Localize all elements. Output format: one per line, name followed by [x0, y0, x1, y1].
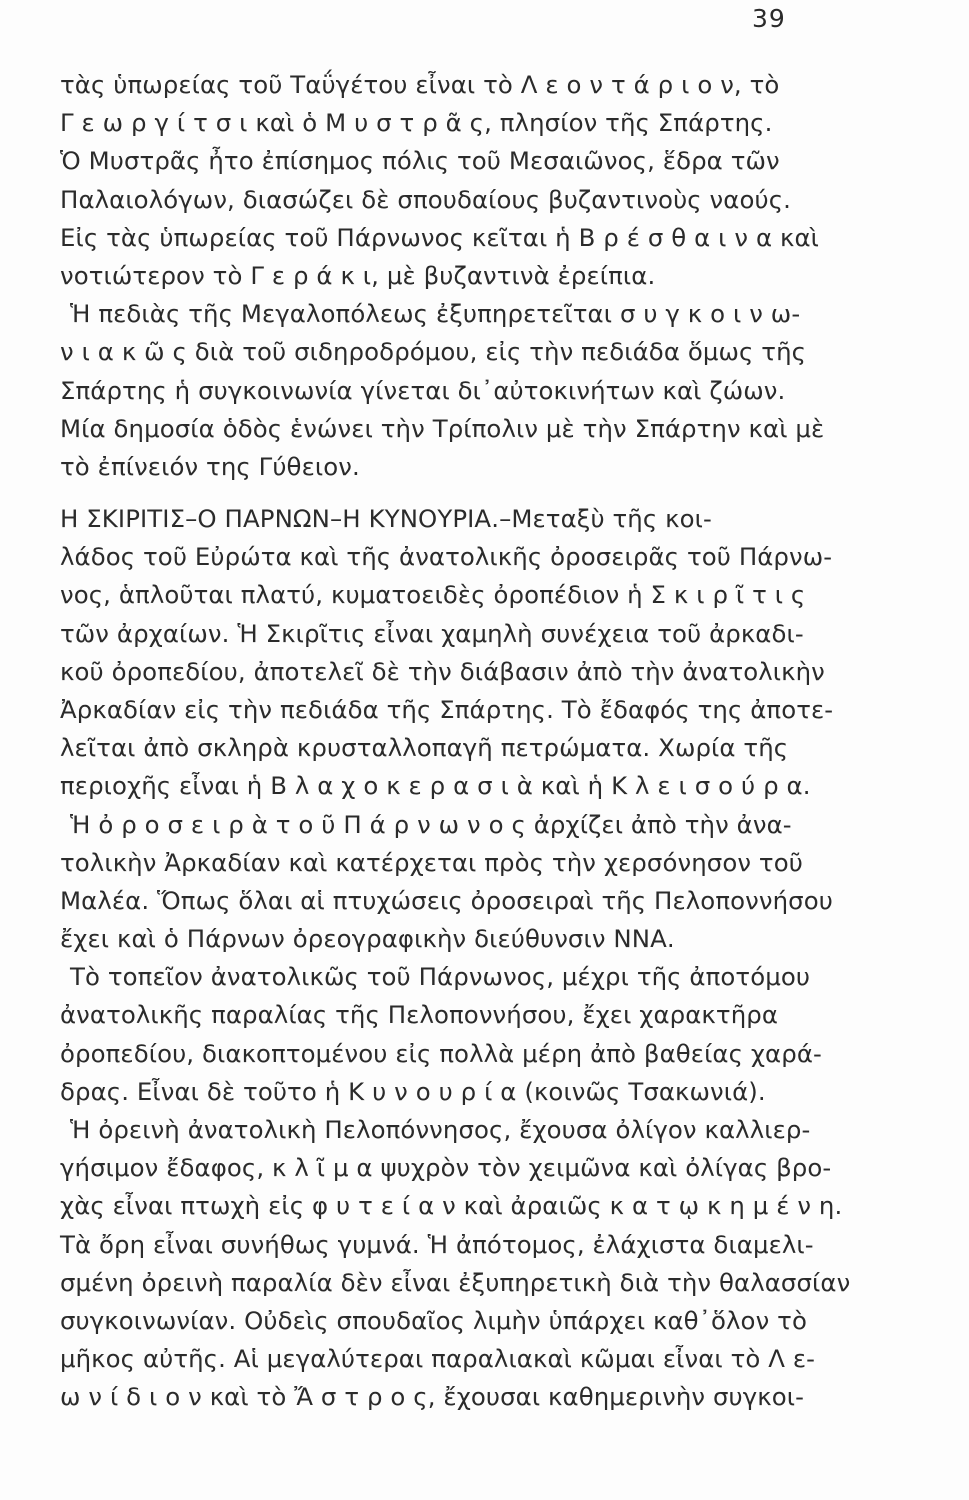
text-line: ὀροπεδίου, διακοπτομένου εἰς πολλὰ μέρη ἀπὸ βαθείας χαρά- [60, 1038, 822, 1068]
text-line: Ἡ ὀ ρ ο σ ε ι ρ ὰ τ ο ῦ Π ά ρ ν ω ν ο ς ἀρχίζει ἀπὸ τὴν ἀνα- [70, 809, 792, 839]
text-line: Ὁ Μυστρᾶς ἦτο ἐπίσημος πόλις τοῦ Μεσαιῶνος, ἕδρα τῶν [60, 146, 780, 176]
text-line: ω ν ί δ ι ο ν καὶ τὸ Ἄ σ τ ρ ο ς, ἔχουσαι καθημερινὴν συγκοι- [60, 1382, 805, 1412]
text-line: σμένη ὀρεινὴ παραλία δὲν εἶναι ἐξυπηρετικὴ διὰ τὴν θαλασσίαν [60, 1267, 851, 1297]
text-line: Μία δημοσία ὁδὸς ἑνώνει τὴν Τρίπολιν μὲ τὴν Σπάρτην καὶ μὲ [60, 413, 825, 443]
text-line: ν ι α κ ῶ ς διὰ τοῦ σιδηροδρόμου, εἰς τὴν πεδιάδα ὅμως τῆς [60, 337, 807, 367]
text-block-1 [60, 66, 860, 486]
text-line: δρας. Εἶναι δὲ τοῦτο ἡ Κ υ ν ο υ ρ ί α (κοινῶς Τσακωνιά). [60, 1076, 766, 1106]
text-line: τολικὴν Ἀρκαδίαν καὶ κατέρχεται πρὸς τὴν χερσόνησον τοῦ [60, 847, 803, 877]
text-line: χὰς εἶναι πτωχὴ εἰς φ υ τ ε ί α ν καὶ ἀραιῶς κ α τ ῳ κ η μ έ ν η. [60, 1191, 843, 1221]
text-block-2 [60, 500, 860, 1417]
text-line: Εἰς τὰς ὑπωρείας τοῦ Πάρνωνος κεῖται ἡ Β ρ έ σ θ α ι ν α καὶ [60, 222, 819, 252]
text-line: Ἡ ὀρεινὴ ἀνατολικὴ Πελοπόννησος, ἔχουσα ὀλίγον καλλιερ- [70, 1115, 811, 1144]
text-line: Τὰ ὄρη εἶναι συνήθως γυμνά. Ἡ ἀπότομος, ἐλάχιστα διαμελι- [60, 1229, 814, 1259]
text-line: ἔχει καὶ ὁ Πάρνων ὀρεογραφικὴν διεύθυνσιν ΝΝΑ. [60, 924, 675, 954]
text-line: κοῦ ὀροπεδίου, ἀποτελεῖ δὲ τὴν διάβασιν ἀπὸ τὴν ἀνατολικὴν [60, 656, 825, 686]
text-line: περιοχῆς εἶναι ἡ Β λ α χ ο κ ε ρ α σ ι ὰ καὶ ἡ Κ λ ε ι σ ο ύ ρ α. [60, 771, 811, 801]
text-line: γήσιμον ἔδαφος, κ λ ῖ μ α ψυχρὸν τὸν χειμῶνα καὶ ὀλίγας βρο- [60, 1153, 832, 1183]
text-line: νοτιώτερον τὸ Γ ε ρ ά κ ι, μὲ βυζαντινὰ ἐρείπια. [60, 260, 656, 290]
text-line: τῶν ἀρχαίων. Ἡ Σκιρῖτις εἶναι χαμηλὴ συνέχεια τοῦ ἀρκαδι- [60, 618, 804, 648]
text-line: συγκοινωνίαν. Οὐδεὶς σπουδαῖος λιμὴν ὑπάρχει καθ᾽ὅλον τὸ [60, 1305, 807, 1335]
text-line: Παλαιολόγων, διασώζει δὲ σπουδαίους βυζαντινοὺς ναούς. [60, 184, 791, 214]
text-line: Τὸ τοπεῖον ἀνατολικῶς τοῦ Πάρνωνος, μέχρι τῆς ἀποτόμου [70, 962, 811, 992]
text-line: τὸ ἐπίνειόν της Γύθειον. [60, 451, 360, 481]
text-line: νος, ἁπλοῦται πλατύ, κυματοειδὲς ὀροπέδιον ἡ Σ κ ι ρ ῖ τ ι ς [60, 580, 806, 610]
text-line: λάδος τοῦ Εὐρώτα καὶ τῆς ἀνατολικῆς ὀροσειρᾶς τοῦ Πάρνω- [60, 542, 833, 572]
page-number: 39 [752, 4, 786, 33]
text-line: Ἡ πεδιὰς τῆς Μεγαλοπόλεως ἐξυπηρετεῖται σ υ γ κ ο ι ν ω- [70, 299, 801, 329]
text-line: λεῖται ἀπὸ σκληρὰ κρυσταλλοπαγῆ πετρώματα. Χωρία τῆς [60, 733, 789, 763]
text-line: μῆκος αὐτῆς. Αἱ μεγαλύτεραι παραλιακαὶ κῶμαι εἶναι τὸ Λ ε- [60, 1344, 816, 1374]
text-line: ἀνατολικῆς παραλίας τῆς Πελοποννήσου, ἔχει χαρακτῆρα [60, 1000, 779, 1030]
text-line: Γ ε ω ρ γ ί τ σ ι καὶ ὁ Μ υ σ τ ρ ᾶ ς, πλησίον τῆς Σπάρτης. [60, 108, 773, 138]
text-line: Σπάρτης ἡ συγκοινωνία γίνεται δι᾽αὐτοκινήτων καὶ ζώων. [60, 375, 786, 405]
text-line: Ἀρκαδίαν εἰς τὴν πεδιάδα τῆς Σπάρτης. Τὸ ἔδαφός της ἀποτε- [60, 694, 834, 724]
text-line: Μαλέα. Ὅπως ὅλαι αἱ πτυχώσεις ὀροσειραὶ τῆς Πελοποννήσου [60, 885, 833, 915]
section-heading-line: Η ΣΚΙΡΙΤΙΣ–Ο ΠΑΡΝΩΝ–Η ΚΥΝΟΥΡΙΑ.–Μεταξὺ τῆς κοι- [60, 504, 712, 533]
text-line: τὰς ὑπωρείας τοῦ Ταΰγέτου εἶναι τὸ Λ ε ο ν τ ά ρ ι ο ν, τὸ [60, 70, 780, 99]
